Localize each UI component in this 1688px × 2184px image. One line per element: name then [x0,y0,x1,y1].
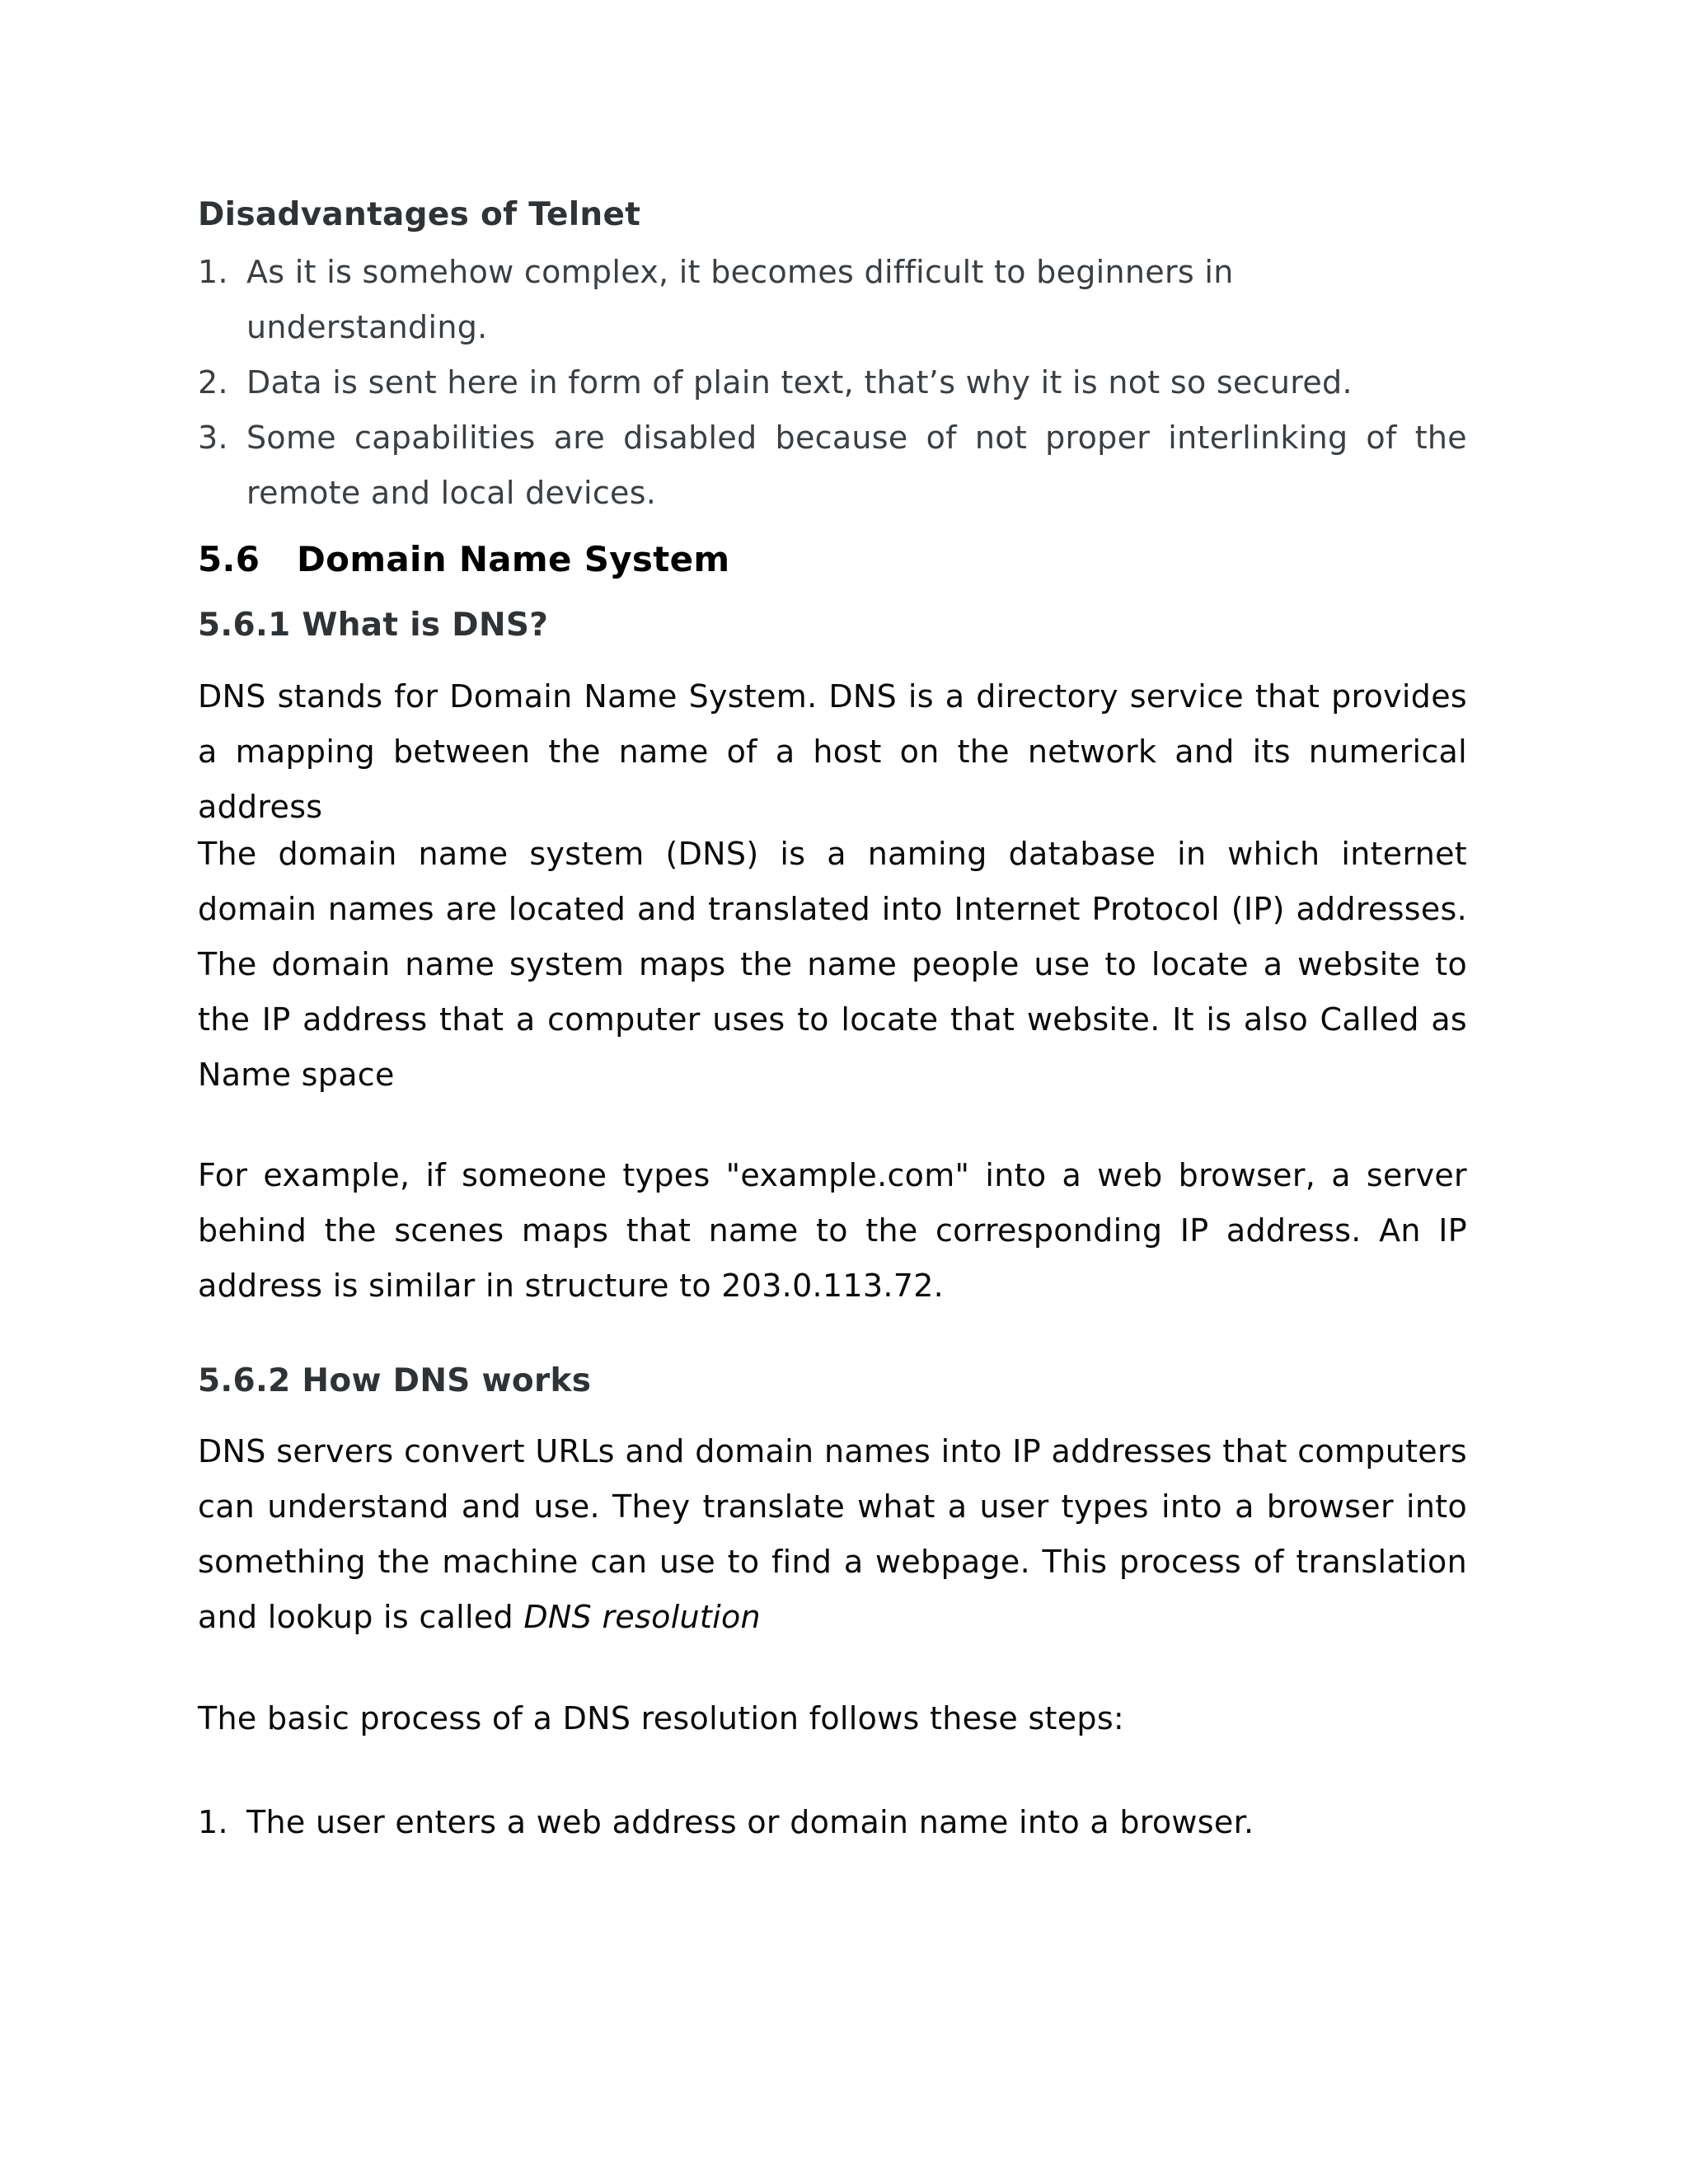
list-item [198,245,1467,355]
list-marker: 1. [198,254,228,290]
list-item [198,1795,1467,1850]
list-item-text: The user enters a web address or domain name into a browser. [246,1804,1254,1840]
list-item [198,355,1467,410]
list-marker: 1. [198,1804,228,1840]
list-marker: 2. [198,364,228,401]
what-is-dns-paragraph-1: DNS stands for Domain Name System. DNS is a directory service that provides a mapping between the name of a host on the network and its numerical address [198,678,1467,825]
list-item-text: Some capabilities are disabled because of not proper interlinking of the remote and local devices. [246,419,1467,511]
emphasis-text: DNS resolution [523,1599,761,1635]
how-dns-works-paragraph-2: The basic process of a DNS resolution follows these steps: [198,1700,1125,1736]
section-number: 5.6 [198,539,260,579]
telnet-disadvantages-heading: Disadvantages of Telnet [198,196,641,233]
section-heading [198,532,1467,587]
list-item-text: As it is somehow complex, it becomes difficult to beginners in understanding. [246,254,1234,345]
how-dns-works-paragraph-1 [198,1424,1467,1645]
list-marker: 3. [198,419,228,456]
how-dns-works-heading: 5.6.2 How DNS works [198,1362,592,1399]
what-is-dns-paragraph-3: For example, if someone types "example.com" into a web browser, a server behind the scenes maps that name to the corresponding IP address. An IP address is similar in structure to 203.0.113.72. [198,1157,1467,1304]
telnet-disadvantages-list [198,245,1467,521]
what-is-dns-heading: 5.6.1 What is DNS? [198,607,549,644]
section-title: Domain Name System [297,539,730,579]
what-is-dns-paragraph-2: The domain name system (DNS) is a naming database in which internet domain names are located and translated into Internet Protocol (IP) addresses. The domain name system maps the name people use to locate a website to the IP address that a computer uses to locate that website. It is also Called as Name space [198,836,1467,1093]
dns-resolution-steps-list [198,1795,1467,1850]
list-item [198,410,1467,521]
paragraph-text: DNS servers convert URLs and domain names into IP addresses that computers can understand and use. They translate what a user types into a browser into something the machine can use to find a webpage. This process of translation and lookup is called [198,1433,1467,1635]
list-item-text: Data is sent here in form of plain text, that’s why it is not so secured. [246,364,1353,401]
